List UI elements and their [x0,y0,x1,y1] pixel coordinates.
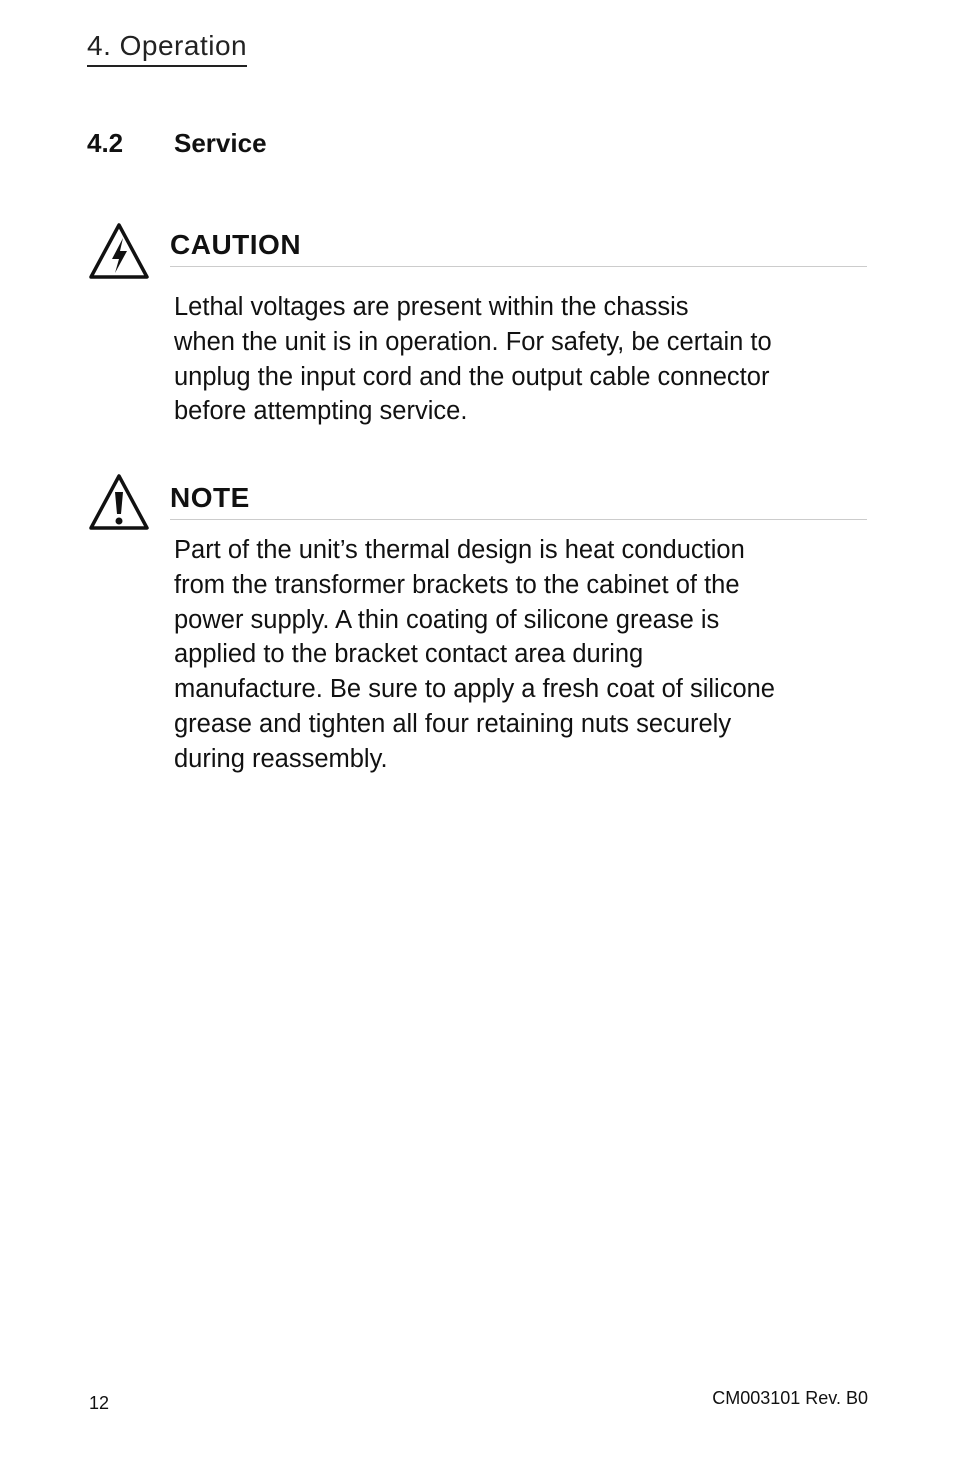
caution-text [174,290,864,429]
document-id: CM003101 Rev. B0 [712,1388,868,1408]
note-line: grease and tighten all four retaining nuts securely [174,709,732,738]
caution-line: Lethal voltages are present within the chassis [174,293,689,321]
note-line: during reassembly. [174,744,388,773]
caution-divider [170,266,867,267]
note-text [174,533,864,777]
note-line: applied to the bracket contact area during [174,640,644,669]
caution-title: CAUTION [170,229,302,260]
caution-line: before attempting service. [174,397,468,426]
note-title: NOTE [170,482,250,513]
caution-line: unplug the input cord and the output cable connector [174,362,770,391]
high-voltage-warning-icon [87,221,151,281]
note-line: Part of the unit’s thermal design is heat conduction [174,536,745,564]
exclamation-warning-icon [87,472,151,532]
section-header: 4. Operation [87,28,247,67]
note-divider [170,519,867,520]
subsection-number: 4.2 [87,128,124,158]
note-line: from the transformer brackets to the cabinet of the [174,570,740,599]
page-number: 12 [89,1393,110,1413]
caution-line: when the unit is in operation. For safety, be certain to [174,327,772,356]
note-line: power supply. A thin coating of silicone grease is [174,605,720,634]
note-line: manufacture. Be sure to apply a fresh coat of silicone [174,675,775,704]
subsection-heading [87,126,267,160]
subsection-title: Service [174,128,267,158]
